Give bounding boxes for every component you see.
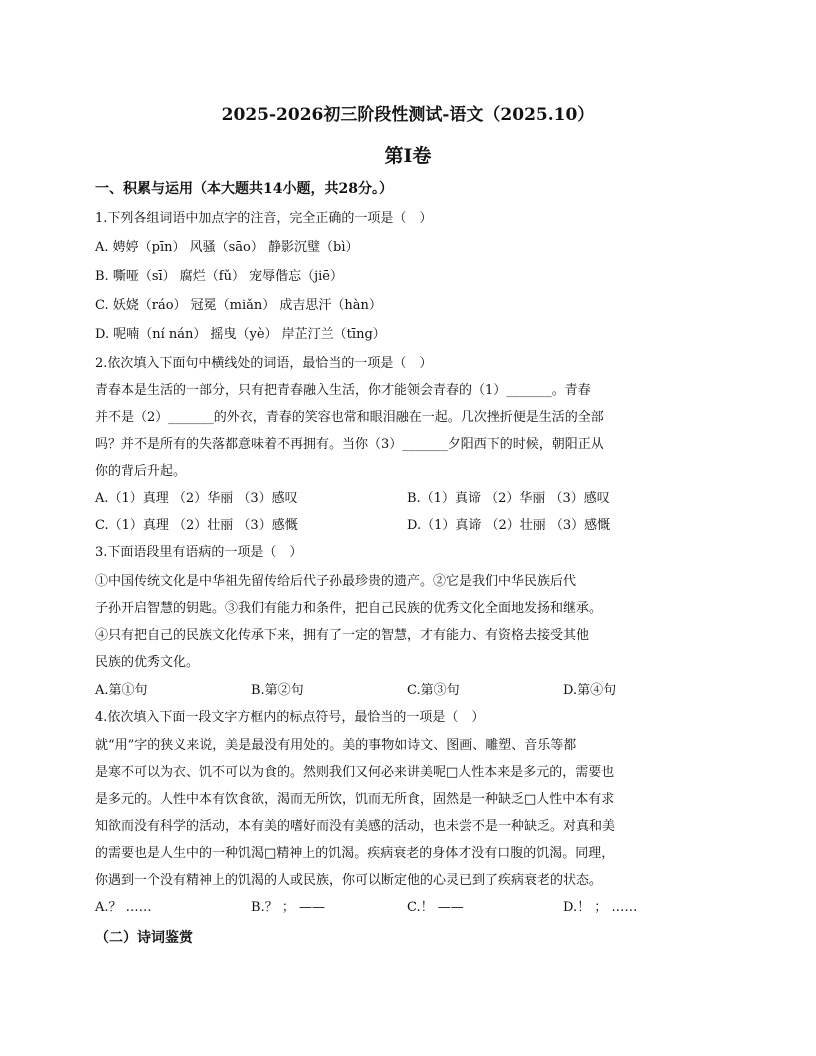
section-heading: 一、积累与运用（本大题共14小题，共28分。） [95,181,393,197]
volume-title: 第Ⅰ卷 [384,145,432,167]
question-3-passage-line: ①中国传统文化是中华祖先留传给后代子孙最珍贵的遗产。②它是我们中华民族后代 [95,574,577,589]
question-2-passage-line: 吗？并不是所有的失落都意味着不再拥有。当你（3）_______夕阳西下的时候，朝阳正从 [95,437,604,452]
page-title: 2025-2026初三阶段性测试-语文（2025.10） [221,105,595,125]
question-1-option-a: A. 娉婷（pīn） 风骚（sāo） 静影沉璧（bì） [95,240,359,255]
question-3-passage-line: ④只有把自己的民族文化传承下来，拥有了一定的智慧，才有能力、有资格去接受其他 [95,628,590,643]
question-1-option-d: D. 呢喃（ní nán） 摇曳（yè） 岸芷汀兰（tīng） [95,327,386,342]
question-1-option-b: B. 嘶哑（sī） 腐烂（fǔ） 宠辱偕忘（jiē） [95,269,343,284]
question-3-passage-line: 民族的优秀文化。 [95,655,200,670]
question-2-passage-line: 青春本是生活的一部分，只有把青春融入生活，你才能领会青春的（1）_______。青春 [95,383,591,398]
question-2-option-b: B.（1）真谛 （2）华丽 （3）感叹 [407,491,610,506]
question-4-option-c: C.！ —— [407,900,464,915]
question-3-option-a: A.第①句 [95,683,148,698]
question-4-option-b: B.？ ； —— [251,900,325,915]
question-4-passage-line: 你遇到一个没有精神上的饥渴的人或民族，你可以断定他的心灵已到了疾病衰老的状态。 [95,873,603,888]
question-2-stem: 2.依次填入下面句中横线处的词语，最恰当的一项是（ ） [95,356,433,371]
question-1-stem: 1.下列各组词语中加点字的注音，完全正确的一项是（ ） [95,211,433,226]
question-2-passage-line: 并不是（2）_______的外衣，青春的笑容也常和眼泪融在一起。几次挫折便是生活的全部 [95,410,604,425]
question-2-option-c: C.（1）真理 （2）壮丽 （3）感慨 [95,518,298,533]
question-2-passage-line: 你的背后升起。 [95,464,187,479]
question-2-option-a: A.（1）真理 （2）华丽 （3）感叹 [95,491,298,506]
question-2-option-d: D.（1）真谛 （2）壮丽 （3）感慨 [407,518,611,533]
question-4-passage-line: 是寒不可以为衣、饥不可以为食的。然则我们又何必来讲美呢□人性本来是多元的，需要也 [95,765,615,780]
question-4-option-d: D.！ ； …… [563,900,638,915]
question-3-passage-line: 子孙开启智慧的钥匙。③我们有能力和条件，把自己民族的优秀文化全面地发扬和继承。 [95,601,603,616]
question-4-passage-line: 的需要也是人生中的一种饥渴□精神上的饥渴。疾病衰老的身体才没有口腹的饥渴。同理， [95,846,615,861]
question-3-option-d: D.第④句 [563,683,617,698]
question-4-stem: 4.依次填入下面一段文字方框内的标点符号，最恰当的一项是（ ） [95,710,485,725]
question-1-option-c: C. 妖娆（ráo） 冠冕（miǎn） 成吉思汗（hàn） [95,298,382,313]
question-3-option-c: C.第③句 [407,683,460,698]
question-3-stem: 3.下面语段里有语病的一项是（ ） [95,545,303,560]
question-4-option-a: A.？ …… [95,900,152,915]
question-4-passage-line: 就“用”字的狭义来说，美是最没有用处的。美的事物如诗文、图画、雕塑、音乐等都 [95,738,577,753]
section-heading: （二）诗词鉴赏 [95,930,193,946]
question-4-passage-line: 知欲而没有科学的活动，本有美的嗜好而没有美感的活动，也未尝不是一种缺乏。对真和美 [95,819,616,834]
question-3-option-b: B.第②句 [251,683,304,698]
question-4-passage-line: 是多元的。人性中本有饮食欲，渴而无所饮，饥而无所食，固然是一种缺乏□人性中本有求 [95,792,615,807]
